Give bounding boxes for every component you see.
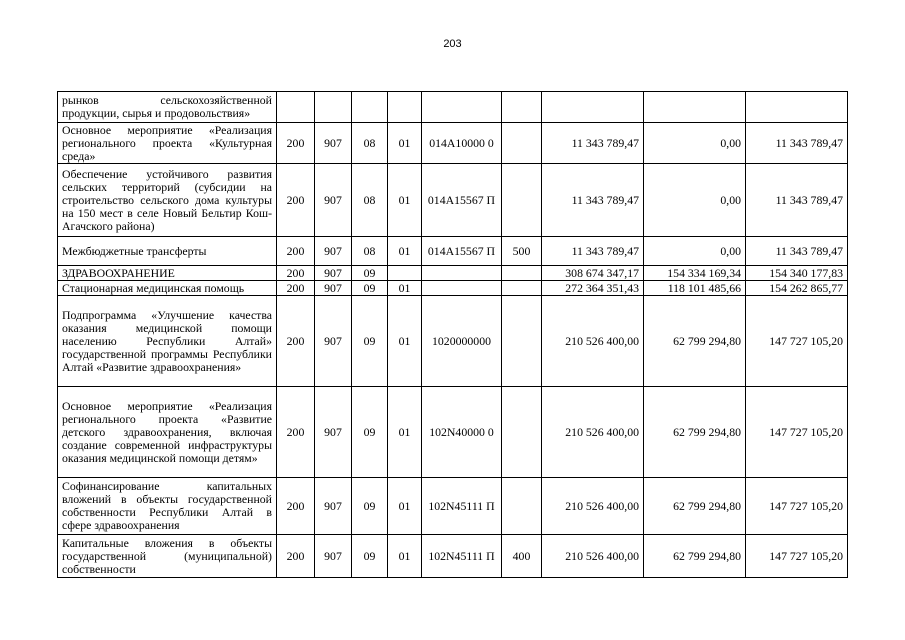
cell-total: 210 526 400,00 [542,535,644,578]
table-row [58,266,848,281]
cell-section: 09 [352,281,388,296]
cell-regional: 147 727 105,20 [746,535,848,578]
cell-subsection: 01 [388,296,422,387]
cell-federal: 62 799 294,80 [644,387,746,478]
cell-federal: 0,00 [644,123,746,164]
cell-subsection [388,92,422,123]
cell-name: Стационарная медицинская помощь [58,281,277,296]
cell-section: 08 [352,237,388,266]
cell-admin: 200 [277,296,315,387]
table-row [58,164,848,237]
table-row [58,535,848,578]
cell-section: 08 [352,164,388,237]
cell-name: Основное мероприятие «Реализация регионального проекта «Развитие детского здравоохранения, включая создание современной инфраструктуры оказания медицинской помощи детям» [58,387,277,478]
cell-expense-type [502,387,542,478]
cell-total: 210 526 400,00 [542,478,644,535]
cell-regional: 154 340 177,83 [746,266,848,281]
cell-ministry: 907 [315,387,352,478]
cell-target: 102N40000 0 [422,387,502,478]
cell-regional: 11 343 789,47 [746,164,848,237]
cell-subsection: 01 [388,123,422,164]
cell-federal: 0,00 [644,164,746,237]
cell-subsection: 01 [388,237,422,266]
table-row [58,387,848,478]
cell-ministry [315,92,352,123]
cell-section: 09 [352,296,388,387]
cell-name: Подпрограмма «Улучшение качества оказания медицинской помощи населению Республики Алтай» государственной программы Республики Алтай «Развитие здравоохранения» [58,296,277,387]
cell-name: Основное мероприятие «Реализация регионального проекта «Культурная среда» [58,123,277,164]
cell-subsection: 01 [388,164,422,237]
table-row [58,237,848,266]
cell-section: 09 [352,535,388,578]
cell-ministry: 907 [315,164,352,237]
cell-admin: 200 [277,266,315,281]
cell-ministry: 907 [315,266,352,281]
cell-ministry: 907 [315,281,352,296]
cell-section: 09 [352,478,388,535]
cell-target [422,92,502,123]
cell-name: Обеспечение устойчивого развития сельских территорий (субсидии на строительство сельского дома культуры на 150 мест в селе Новый Бельтир Кош-Агачского района) [58,164,277,237]
cell-federal [644,92,746,123]
cell-regional: 154 262 865,77 [746,281,848,296]
cell-regional: 147 727 105,20 [746,478,848,535]
cell-target: 102N45111 П [422,478,502,535]
cell-admin: 200 [277,237,315,266]
cell-name: Межбюджетные трансферты [58,237,277,266]
cell-federal: 62 799 294,80 [644,296,746,387]
cell-total: 210 526 400,00 [542,387,644,478]
cell-admin: 200 [277,281,315,296]
cell-target: 014A15567 П [422,164,502,237]
cell-target [422,266,502,281]
budget-table [57,91,848,578]
cell-section: 08 [352,123,388,164]
cell-target: 014A10000 0 [422,123,502,164]
cell-expense-type: 500 [502,237,542,266]
cell-target: 1020000000 [422,296,502,387]
cell-admin: 200 [277,387,315,478]
cell-admin [277,92,315,123]
cell-total: 308 674 347,17 [542,266,644,281]
cell-regional: 11 343 789,47 [746,123,848,164]
cell-federal: 0,00 [644,237,746,266]
cell-total: 11 343 789,47 [542,164,644,237]
cell-admin: 200 [277,478,315,535]
cell-expense-type: 400 [502,535,542,578]
cell-ministry: 907 [315,296,352,387]
cell-total: 11 343 789,47 [542,237,644,266]
cell-regional: 11 343 789,47 [746,237,848,266]
cell-total: 272 364 351,43 [542,281,644,296]
cell-expense-type [502,296,542,387]
cell-expense-type [502,266,542,281]
cell-name: Софинансирование капитальных вложений в объекты государственной собственности Республики Алтай в сфере здравоохранения [58,478,277,535]
cell-total: 210 526 400,00 [542,296,644,387]
cell-admin: 200 [277,123,315,164]
cell-name: ЗДРАВООХРАНЕНИЕ [58,266,277,281]
cell-ministry: 907 [315,123,352,164]
cell-federal: 118 101 485,66 [644,281,746,296]
table-row [58,92,848,123]
cell-expense-type [502,478,542,535]
cell-expense-type [502,123,542,164]
cell-regional: 147 727 105,20 [746,387,848,478]
cell-admin: 200 [277,535,315,578]
cell-regional: 147 727 105,20 [746,296,848,387]
cell-expense-type [502,92,542,123]
cell-admin: 200 [277,164,315,237]
cell-ministry: 907 [315,237,352,266]
cell-subsection: 01 [388,478,422,535]
cell-expense-type [502,281,542,296]
cell-regional [746,92,848,123]
cell-subsection [388,266,422,281]
cell-section [352,92,388,123]
cell-expense-type [502,164,542,237]
cell-federal: 62 799 294,80 [644,478,746,535]
cell-name: рынков сельскохозяйственной продукции, сырья и продовольствия» [58,92,277,123]
cell-subsection: 01 [388,535,422,578]
table-row [58,478,848,535]
cell-total: 11 343 789,47 [542,123,644,164]
cell-target: 102N45111 П [422,535,502,578]
page-number: 203 [443,38,462,50]
cell-subsection: 01 [388,281,422,296]
table-row [58,281,848,296]
cell-total [542,92,644,123]
cell-ministry: 907 [315,478,352,535]
cell-section: 09 [352,387,388,478]
cell-federal: 62 799 294,80 [644,535,746,578]
cell-name: Капитальные вложения в объекты государственной (муниципальной) собственности [58,535,277,578]
cell-section: 09 [352,266,388,281]
cell-subsection: 01 [388,387,422,478]
cell-target: 014A15567 П [422,237,502,266]
table-row [58,296,848,387]
cell-ministry: 907 [315,535,352,578]
cell-target [422,281,502,296]
cell-federal: 154 334 169,34 [644,266,746,281]
table-row [58,123,848,164]
